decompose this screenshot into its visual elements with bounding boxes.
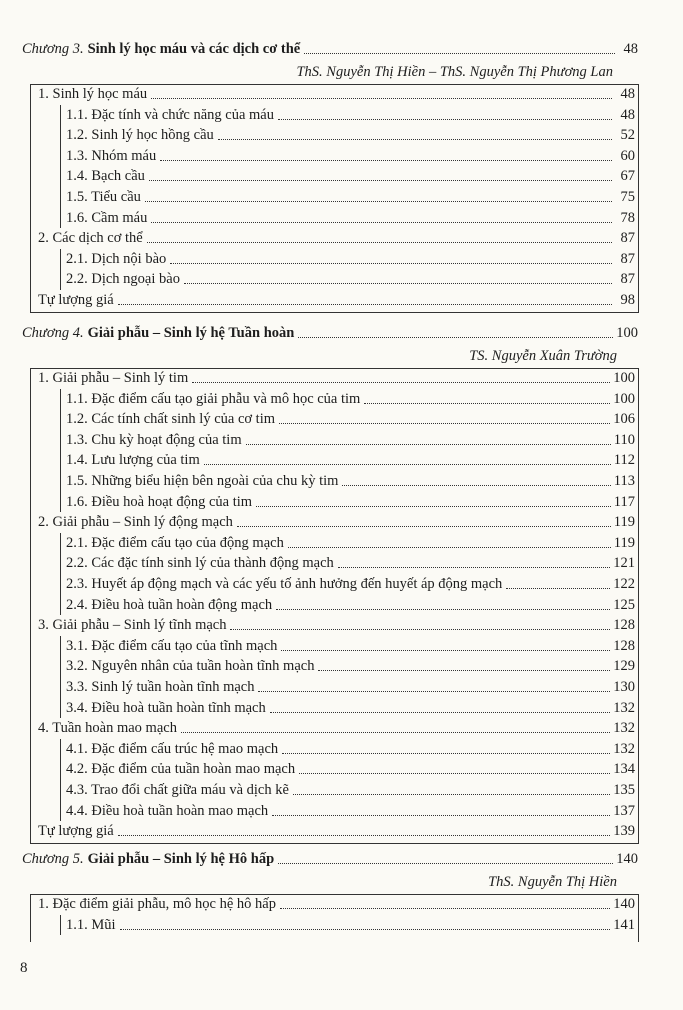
entry-page: 78 [620, 209, 635, 226]
indent-rule [60, 780, 61, 801]
entry-title: 2.3. Huyết áp động mạch và các yếu tố ảnh hưởng đến huyết áp động mạch [66, 576, 503, 592]
entry-page: 140 [613, 896, 635, 912]
entry-title: 1.3. Chu kỳ hoạt động của tim [66, 431, 242, 448]
dot-leader [364, 403, 610, 404]
entry-title: 4.2. Đặc điểm của tuần hoàn mao mạch [66, 761, 296, 778]
dot-leader [170, 263, 612, 264]
toc-subentry[interactable] [66, 492, 635, 511]
entry-page: 132 [613, 740, 635, 757]
toc-subentry[interactable] [66, 553, 635, 572]
dot-leader [299, 773, 610, 774]
entry-page: 48 [620, 86, 635, 102]
toc-subentry[interactable] [66, 146, 635, 165]
toc-entry[interactable] [38, 290, 635, 309]
entry-page: 129 [613, 658, 635, 675]
entry-page: 128 [613, 637, 635, 654]
entry-title: 1. Đặc điểm giải phẫu, mô học hệ hô hấp [38, 896, 276, 912]
dot-leader [338, 567, 610, 568]
entry-page: 134 [613, 761, 635, 778]
dot-leader [256, 506, 611, 507]
toc-entry[interactable] [38, 228, 635, 247]
toc-subentry[interactable] [66, 166, 635, 185]
toc-subentry[interactable] [66, 636, 635, 655]
dot-leader [147, 242, 612, 243]
dot-leader [145, 201, 612, 202]
indent-rule [60, 801, 61, 822]
chapter-heading[interactable] [22, 38, 638, 58]
entry-title: 4. Tuần hoàn mao mạch [38, 720, 177, 737]
dot-leader [120, 929, 611, 930]
toc-subentry[interactable] [66, 125, 635, 144]
dot-leader [258, 691, 610, 692]
entry-title: Tự lượng giá [38, 292, 114, 308]
indent-rule [60, 187, 61, 208]
indent-rule [60, 105, 61, 126]
dot-leader [181, 732, 610, 733]
toc-subentry[interactable] [66, 739, 635, 758]
dot-leader [192, 382, 610, 383]
entry-title: 1.6. Cầm máu [66, 209, 148, 226]
entry-page: 119 [613, 534, 635, 551]
entry-page: 87 [620, 250, 635, 267]
toc-subentry[interactable] [66, 430, 635, 449]
entry-title: 3. Giải phẫu – Sinh lý tĩnh mạch [38, 617, 227, 634]
indent-rule [60, 698, 61, 719]
chapter-number: Chương 4. [22, 325, 84, 341]
indent-rule [60, 636, 61, 657]
dot-leader [218, 139, 612, 140]
indent-rule [60, 125, 61, 146]
indent-rule [60, 492, 61, 513]
toc-subentry[interactable] [66, 533, 635, 552]
entry-title: 2.1. Dịch nội bào [66, 250, 167, 267]
entry-page: 52 [620, 127, 635, 144]
entry-page: 67 [620, 168, 635, 185]
entry-page: 122 [613, 576, 635, 592]
toc-subentry[interactable] [66, 471, 635, 490]
entry-page: 113 [613, 473, 635, 489]
indent-rule [60, 166, 61, 187]
entry-page: 141 [613, 916, 635, 933]
toc-subentry[interactable] [66, 409, 635, 428]
dot-leader [160, 160, 612, 161]
dot-leader [237, 526, 611, 527]
entry-title: 1.5. Tiểu cầu [66, 189, 141, 205]
indent-rule [60, 759, 61, 780]
toc-subentry[interactable] [66, 249, 635, 268]
dot-leader [282, 753, 610, 754]
chapter-title: Giải phẫu – Sinh lý hệ Hô hấp [87, 851, 275, 867]
indent-rule [60, 553, 61, 574]
dot-leader [270, 712, 611, 713]
entry-title: 1.1. Đặc tính và chức năng của máu [66, 106, 274, 123]
entry-page: 132 [613, 699, 635, 716]
entry-title: 3.4. Điều hoà tuần hoàn tĩnh mạch [66, 699, 266, 716]
indent-rule [60, 389, 61, 410]
dot-leader [276, 609, 610, 610]
entry-title: Tự lượng giá [38, 823, 114, 840]
dot-leader [151, 222, 612, 223]
chapter-author: ThS. Nguyễn Thị Hiền – ThS. Nguyễn Thị Phương Lan [296, 64, 613, 80]
entry-page: 87 [620, 271, 635, 288]
entry-page: 100 [613, 370, 635, 386]
entry-title: 2.4. Điều hoà tuần hoàn động mạch [66, 596, 273, 613]
entry-page: 139 [613, 823, 635, 840]
entry-page: 60 [620, 147, 635, 164]
dot-leader [278, 119, 612, 120]
entry-title: 1.4. Lưu lượng của tim [66, 452, 200, 469]
indent-rule [60, 677, 61, 698]
entry-title: 1.4. Bạch cầu [66, 168, 145, 185]
entry-page: 132 [613, 720, 635, 737]
entry-page: 106 [613, 411, 635, 428]
indent-rule [60, 574, 61, 595]
entry-title: 1.2. Sinh lý học hồng cầu [66, 127, 214, 144]
entry-title: 2.1. Đặc điểm cấu tạo của động mạch [66, 534, 284, 551]
page-number: 8 [20, 960, 28, 976]
entry-title: 2. Các dịch cơ thể [38, 230, 143, 247]
toc-entry[interactable] [38, 368, 635, 387]
entry-page: 117 [613, 493, 635, 510]
entry-page: 125 [613, 596, 635, 613]
dot-leader [204, 464, 611, 465]
entry-page: 119 [613, 514, 635, 531]
chapter-page: 100 [616, 325, 638, 341]
toc-subentry[interactable] [66, 759, 635, 778]
entry-title: 2. Giải phẫu – Sinh lý động mạch [38, 514, 233, 531]
entry-page: 48 [620, 106, 635, 123]
toc-entry[interactable] [38, 894, 635, 913]
indent-rule [60, 739, 61, 760]
entry-page: 137 [613, 802, 635, 819]
entry-page: 87 [620, 230, 635, 247]
dot-leader [246, 444, 611, 445]
toc-subentry[interactable] [66, 450, 635, 469]
toc-subentry[interactable] [66, 187, 635, 206]
entry-title: 1.5. Những biểu hiện bên ngoài của chu kỳ tim [66, 473, 339, 489]
dot-leader [278, 863, 613, 864]
entry-page: 100 [613, 390, 635, 407]
dot-leader [118, 835, 611, 836]
dot-leader [506, 588, 610, 589]
entry-page: 135 [613, 782, 635, 798]
dot-leader [342, 485, 610, 486]
indent-rule [60, 430, 61, 451]
entry-title: 1. Sinh lý học máu [38, 86, 148, 102]
entry-title: 1. Giải phẫu – Sinh lý tim [38, 370, 189, 386]
toc-entry[interactable] [38, 615, 635, 634]
entry-title: 1.6. Điều hoà hoạt động của tim [66, 493, 253, 510]
chapter-heading[interactable] [22, 322, 638, 342]
chapter-author: ThS. Nguyễn Thị Hiền [488, 874, 617, 890]
chapter-heading[interactable] [22, 848, 638, 868]
entry-page: 112 [613, 452, 635, 469]
indent-rule [60, 471, 61, 492]
dot-leader [293, 794, 610, 795]
entry-page: 110 [613, 431, 635, 448]
entry-title: 1.2. Các tính chất sinh lý của cơ tim [66, 411, 276, 428]
indent-rule [60, 450, 61, 471]
chapter-number: Chương 3. [22, 41, 84, 57]
toc-subentry[interactable] [66, 801, 635, 820]
entry-title: 2.2. Dịch ngoại bào [66, 271, 180, 288]
toc-subentry[interactable] [66, 915, 635, 934]
entry-title: 1.1. Mũi [66, 916, 116, 933]
toc-subentry[interactable] [66, 595, 635, 614]
entry-page: 128 [613, 617, 635, 634]
entry-title: 2.2. Các đặc tính sinh lý của thành động mạch [66, 555, 334, 572]
indent-rule [60, 656, 61, 677]
dot-leader [279, 423, 610, 424]
entry-page: 130 [613, 679, 635, 695]
dot-leader [230, 629, 610, 630]
toc-subentry[interactable] [66, 208, 635, 227]
indent-rule [60, 595, 61, 616]
entry-title: 3.3. Sinh lý tuần hoàn tĩnh mạch [66, 679, 255, 695]
toc-entry[interactable] [38, 512, 635, 531]
chapter-page: 48 [623, 41, 638, 57]
chapter-title: Giải phẫu – Sinh lý hệ Tuần hoàn [87, 325, 295, 341]
entry-page: 75 [620, 189, 635, 205]
toc-subentry[interactable] [66, 574, 635, 593]
toc-entry[interactable] [38, 821, 635, 840]
entry-title: 4.3. Trao đổi chất giữa máu và dịch kẽ [66, 782, 289, 798]
indent-rule [60, 915, 61, 936]
chapter-author: TS. Nguyễn Xuân Trường [469, 348, 617, 364]
entry-title: 3.2. Nguyên nhân của tuần hoàn tĩnh mạch [66, 658, 315, 675]
indent-rule [60, 533, 61, 554]
toc-subentry[interactable] [66, 105, 635, 124]
entry-page: 98 [620, 292, 635, 308]
entry-title: 4.4. Điều hoà tuần hoàn mao mạch [66, 802, 269, 819]
entry-page: 121 [613, 555, 635, 572]
toc-subentry[interactable] [66, 389, 635, 408]
dot-leader [280, 908, 610, 909]
dot-leader [281, 650, 610, 651]
dot-leader [318, 670, 610, 671]
toc-subentry[interactable] [66, 780, 635, 799]
dot-leader [272, 815, 610, 816]
entry-title: 4.1. Đặc điểm cấu trúc hệ mao mạch [66, 740, 279, 757]
toc-subentry[interactable] [66, 677, 635, 696]
indent-rule [60, 269, 61, 290]
entry-title: 3.1. Đặc điểm cấu tạo của tĩnh mạch [66, 637, 278, 654]
toc-subentry[interactable] [66, 656, 635, 675]
dot-leader [304, 53, 615, 54]
entry-title: 1.1. Đặc điểm cấu tạo giải phẫu và mô học của tim [66, 390, 361, 407]
entry-title: 1.3. Nhóm máu [66, 147, 157, 164]
toc-subentry[interactable] [66, 269, 635, 288]
chapter-title: Sinh lý học máu và các dịch cơ thể [87, 41, 301, 57]
dot-leader [149, 180, 612, 181]
indent-rule [60, 146, 61, 167]
toc-entry[interactable] [38, 718, 635, 737]
chapter-page: 140 [616, 851, 638, 867]
toc-entry[interactable] [38, 84, 635, 103]
chapter-number: Chương 5. [22, 851, 84, 867]
indent-rule [60, 409, 61, 430]
dot-leader [118, 304, 612, 305]
dot-leader [288, 547, 611, 548]
dot-leader [298, 337, 613, 338]
indent-rule [60, 249, 61, 270]
dot-leader [151, 98, 612, 99]
indent-rule [60, 208, 61, 229]
toc-subentry[interactable] [66, 698, 635, 717]
dot-leader [184, 283, 612, 284]
